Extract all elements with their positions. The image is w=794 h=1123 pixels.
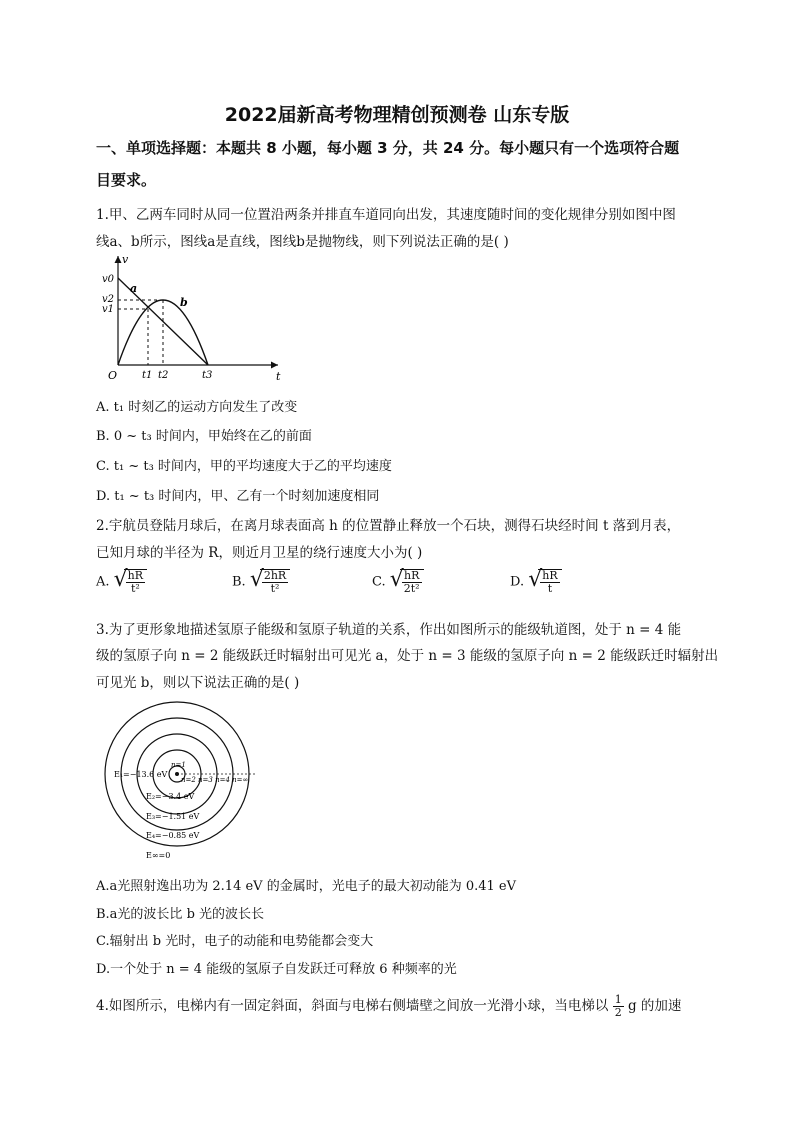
e1-label: E₁=−13.6 eV	[114, 770, 168, 779]
q4-text-b: g 的加速	[627, 998, 682, 1014]
q2-stem-line1: 2.宇航员登陆月球后，在离月球表面高 h 的位置静止释放一个石块，测得石块经时间 t 落到月表，	[96, 518, 681, 534]
q1-stem-line2: 线a、b所示，图线a是直线，图线b是抛物线，则下列说法正确的是( )	[96, 234, 509, 250]
q3-orbit-diagram	[104, 698, 264, 866]
q3-stem-line3: 可见光 b，则以下说法正确的是( )	[96, 675, 300, 691]
t2-label: t2	[158, 370, 169, 381]
q3-stem-line1: 3.为了更形象地描述氢原子能级和氢原子轨道的关系，作出如图所示的能级轨道图，处于 n = 4 能	[96, 622, 682, 638]
q3-stem-line2: 级的氢原子向 n = 2 能级跃迁时辐射出可见光 a，处于 n = 3 能级的氢原子向 n = 2 能级跃迁时辐射出	[96, 648, 719, 664]
section-heading-cont: 目要求。	[96, 171, 157, 189]
q1-stem-line1: 1.甲、乙两车同时从同一位置沿两条并排直车道同向出发，其速度随时间的变化规律分别如图中图	[96, 207, 676, 223]
q2-b-num: 2hR	[263, 569, 287, 582]
q2-d-num: hR	[542, 569, 558, 582]
origin-label: O	[108, 369, 118, 382]
q2-a-den: t²	[130, 582, 140, 595]
q4-frac-den: 2	[614, 1006, 622, 1019]
v0-label: v0	[102, 274, 115, 285]
v2-label: v2	[102, 294, 115, 305]
q2-option-c-label: C.	[372, 574, 386, 590]
v-axis-label: v	[122, 253, 129, 266]
q3-option-b: B.a光的波长比 b 光的波长长	[96, 907, 265, 922]
q2-b-den: t²	[270, 582, 280, 595]
page-title: 2022届新高考物理精创预测卷 山东专版	[224, 104, 570, 126]
q2-option-a: A. √ $\frac{hR}{\text{t²}}$	[96, 569, 147, 595]
q2-d-den: t	[547, 582, 553, 595]
q4-stem-line1	[96, 994, 681, 1019]
n-levels-label: n=2 n=3 n=4 n=∞	[181, 776, 249, 784]
e4-label: E₄=−0.85 eV	[146, 831, 200, 840]
t3-label: t3	[202, 370, 213, 381]
section-heading: 一、单项选择题：本题共 8 小题，每小题 3 分，共 24 分。每小题只有一个选项符合题	[96, 139, 680, 157]
e3-label: E₃=−1.51 eV	[146, 812, 200, 821]
q2-a-num: hR	[127, 569, 144, 582]
t1-label: t1	[142, 370, 153, 381]
q2-c-den: 2t²	[403, 582, 420, 595]
q2-option-b: B. √ $\frac{2hR}{\text{t²}}$	[232, 569, 290, 595]
q2-option-b-label: B.	[232, 574, 246, 590]
q1-option-b: B. 0 ~ t₃ 时间内，甲始终在乙的前面	[96, 429, 312, 444]
q2-option-d-label: D.	[510, 574, 525, 590]
q2-stem-line2: 已知月球的半径为 R，则近月卫星的绕行速度大小为( )	[96, 545, 423, 561]
e-inf-label: E∞=0	[146, 851, 171, 860]
t-axis-label: t	[276, 370, 281, 383]
q2-option-c: C. √ $\frac{hR}{\text{2t²}}$	[372, 569, 424, 595]
q2-c-num: hR	[402, 570, 422, 583]
curve-b-label: b	[180, 296, 188, 309]
q1-vt-graph	[100, 250, 290, 385]
q2-option-a-label: A.	[96, 574, 110, 590]
q4-text-a: 4.如图所示，电梯内有一固定斜面，斜面与电梯右侧墙壁之间放一光滑小球，当电梯以	[96, 998, 609, 1014]
q1-option-d: D. t₁ ~ t₃ 时间内，甲、乙有一个时刻加速度相同	[96, 489, 380, 504]
curve-a-label: a	[130, 282, 138, 295]
q1-option-a: A. t₁ 时刻乙的运动方向发生了改变	[96, 400, 298, 415]
v1-label: v1	[102, 304, 115, 315]
q1-option-c: C. t₁ ~ t₃ 时间内，甲的平均速度大于乙的平均速度	[96, 459, 392, 474]
e2-label: E₂=−3.4 eV	[146, 792, 195, 801]
q2-option-d: D. √ $\frac{hR}{t}$	[510, 569, 562, 595]
q3-option-a: A.a光照射逸出功为 2.14 eV 的金属时，光电子的最大初动能为 0.41 eV	[96, 879, 516, 894]
q4-frac-num: 1	[614, 993, 622, 1006]
q4-fraction	[613, 994, 624, 1019]
q3-option-c: C.辐射出 b 光时，电子的动能和电势能都会变大	[96, 934, 374, 949]
q3-option-d: D.一个处于 n = 4 能级的氢原子自发跃迁可释放 6 种频率的光	[96, 962, 457, 977]
n1-label: n=1	[171, 761, 186, 769]
